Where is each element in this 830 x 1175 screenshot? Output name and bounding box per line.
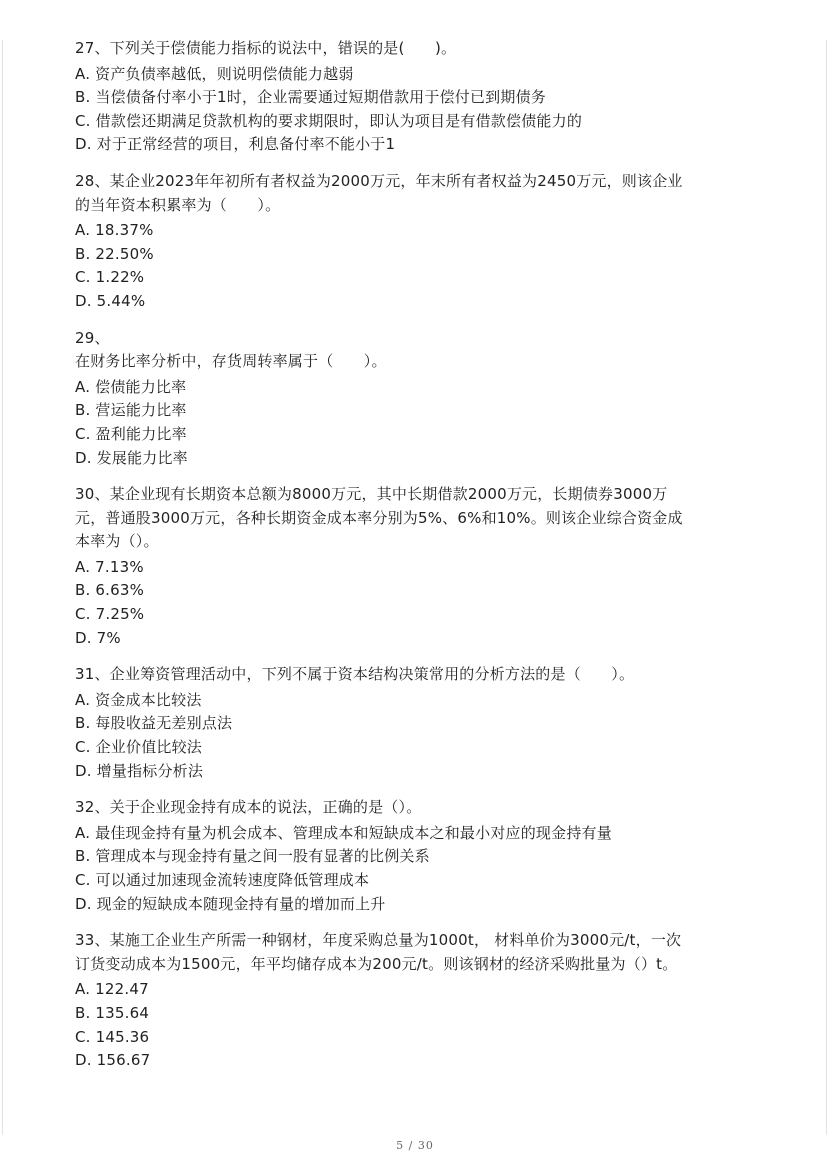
option-a: A. 18.37% (75, 221, 154, 240)
option-a: A. 最佳现金持有量为机会成本、管理成本和短缺成本之和最小对应的现金持有量 (75, 823, 612, 842)
option-d: D. 156.67 (75, 1051, 151, 1070)
question-text: 30、某企业现有长期资本总额为8000万元，其中长期借款2000万元，长期债券3000万 (75, 485, 668, 504)
question-text: 31、企业筹资管理活动中，下列不属于资本结构决策常用的分析方法的是（ ）。 (75, 665, 635, 684)
question-list (75, 37, 755, 1086)
option-d: D. 发展能力比率 (75, 448, 188, 467)
option-a: A. 7.13% (75, 557, 144, 576)
option-b: B. 6.63% (75, 581, 145, 600)
question-text: 28、某企业2023年年初所有者权益为2000万元，年末所有者权益为2450万元，则该企业 (75, 171, 683, 190)
option-d: D. 5.44% (75, 291, 146, 310)
option-c: C. 145.36 (75, 1027, 150, 1046)
question-27 (75, 37, 755, 157)
question-29 (75, 327, 755, 471)
question-text: 订货变动成本为1500元，年平均储存成本为200元/t。则该钢材的经济采购批量为（）t。 (75, 954, 678, 973)
option-d: D. 7% (75, 628, 121, 647)
question-33 (75, 929, 755, 1073)
option-b: B. 管理成本与现金持有量之间一股有显著的比例关系 (75, 847, 430, 866)
option-c: C. 借款偿还期满足贷款机构的要求期限时，即认为项目是有借款偿债能力的 (75, 111, 583, 130)
option-b: B. 22.50% (75, 244, 154, 263)
question-text: 33、某施工企业生产所需一种钢材，年度采购总量为1000t， 材料单价为3000元/t，一次 (75, 931, 682, 950)
option-c: C. 盈利能力比率 (75, 424, 187, 443)
option-b: B. 营运能力比率 (75, 401, 187, 420)
page-number: 5 / 30 (396, 1139, 434, 1152)
option-a: A. 偿债能力比率 (75, 377, 187, 396)
option-a: A. 资金成本比较法 (75, 690, 202, 709)
option-c: C. 企业价值比较法 (75, 738, 203, 757)
option-a: A. 资产负债率越低，则说明偿债能力越弱 (75, 64, 354, 83)
question-31 (75, 663, 755, 783)
question-text: 的当年资本积累率为（ ）。 (75, 195, 281, 214)
question-28 (75, 170, 755, 314)
page-left-border (2, 40, 3, 1135)
option-c: C. 1.22% (75, 268, 145, 287)
question-number: 29、 (75, 328, 110, 347)
question-32 (75, 796, 755, 916)
question-text: 32、关于企业现金持有成本的说法，正确的是（）。 (75, 798, 422, 817)
option-d: D. 对于正常经营的项目，利息备付率不能小于1 (75, 135, 396, 154)
option-c: C. 可以通过加速现金流转速度降低管理成本 (75, 871, 370, 889)
option-b: B. 135.64 (75, 1003, 150, 1022)
question-text: 元，普通股3000万元，各种长期资金成本率分别为5%、6%和10%。则该企业综合资金成 (75, 508, 683, 527)
option-a: A. 122.47 (75, 980, 149, 999)
page-right-border (826, 40, 827, 1135)
option-d: D. 现金的短缺成本随现金持有量的增加而上升 (75, 894, 386, 913)
question-text: 27、下列关于偿债能力指标的说法中，错误的是( )。 (75, 39, 457, 57)
option-b: B. 当偿债备付率小于1时，企业需要通过短期借款用于偿付已到期债务 (75, 88, 546, 107)
option-c: C. 7.25% (75, 605, 145, 624)
option-b: B. 每股收益无差别点法 (75, 714, 233, 733)
question-text: 在财务比率分析中，存货周转率属于（ ）。 (75, 352, 387, 371)
question-30 (75, 483, 755, 650)
question-text: 本率为（）。 (75, 532, 159, 551)
option-d: D. 增量指标分析法 (75, 761, 204, 780)
